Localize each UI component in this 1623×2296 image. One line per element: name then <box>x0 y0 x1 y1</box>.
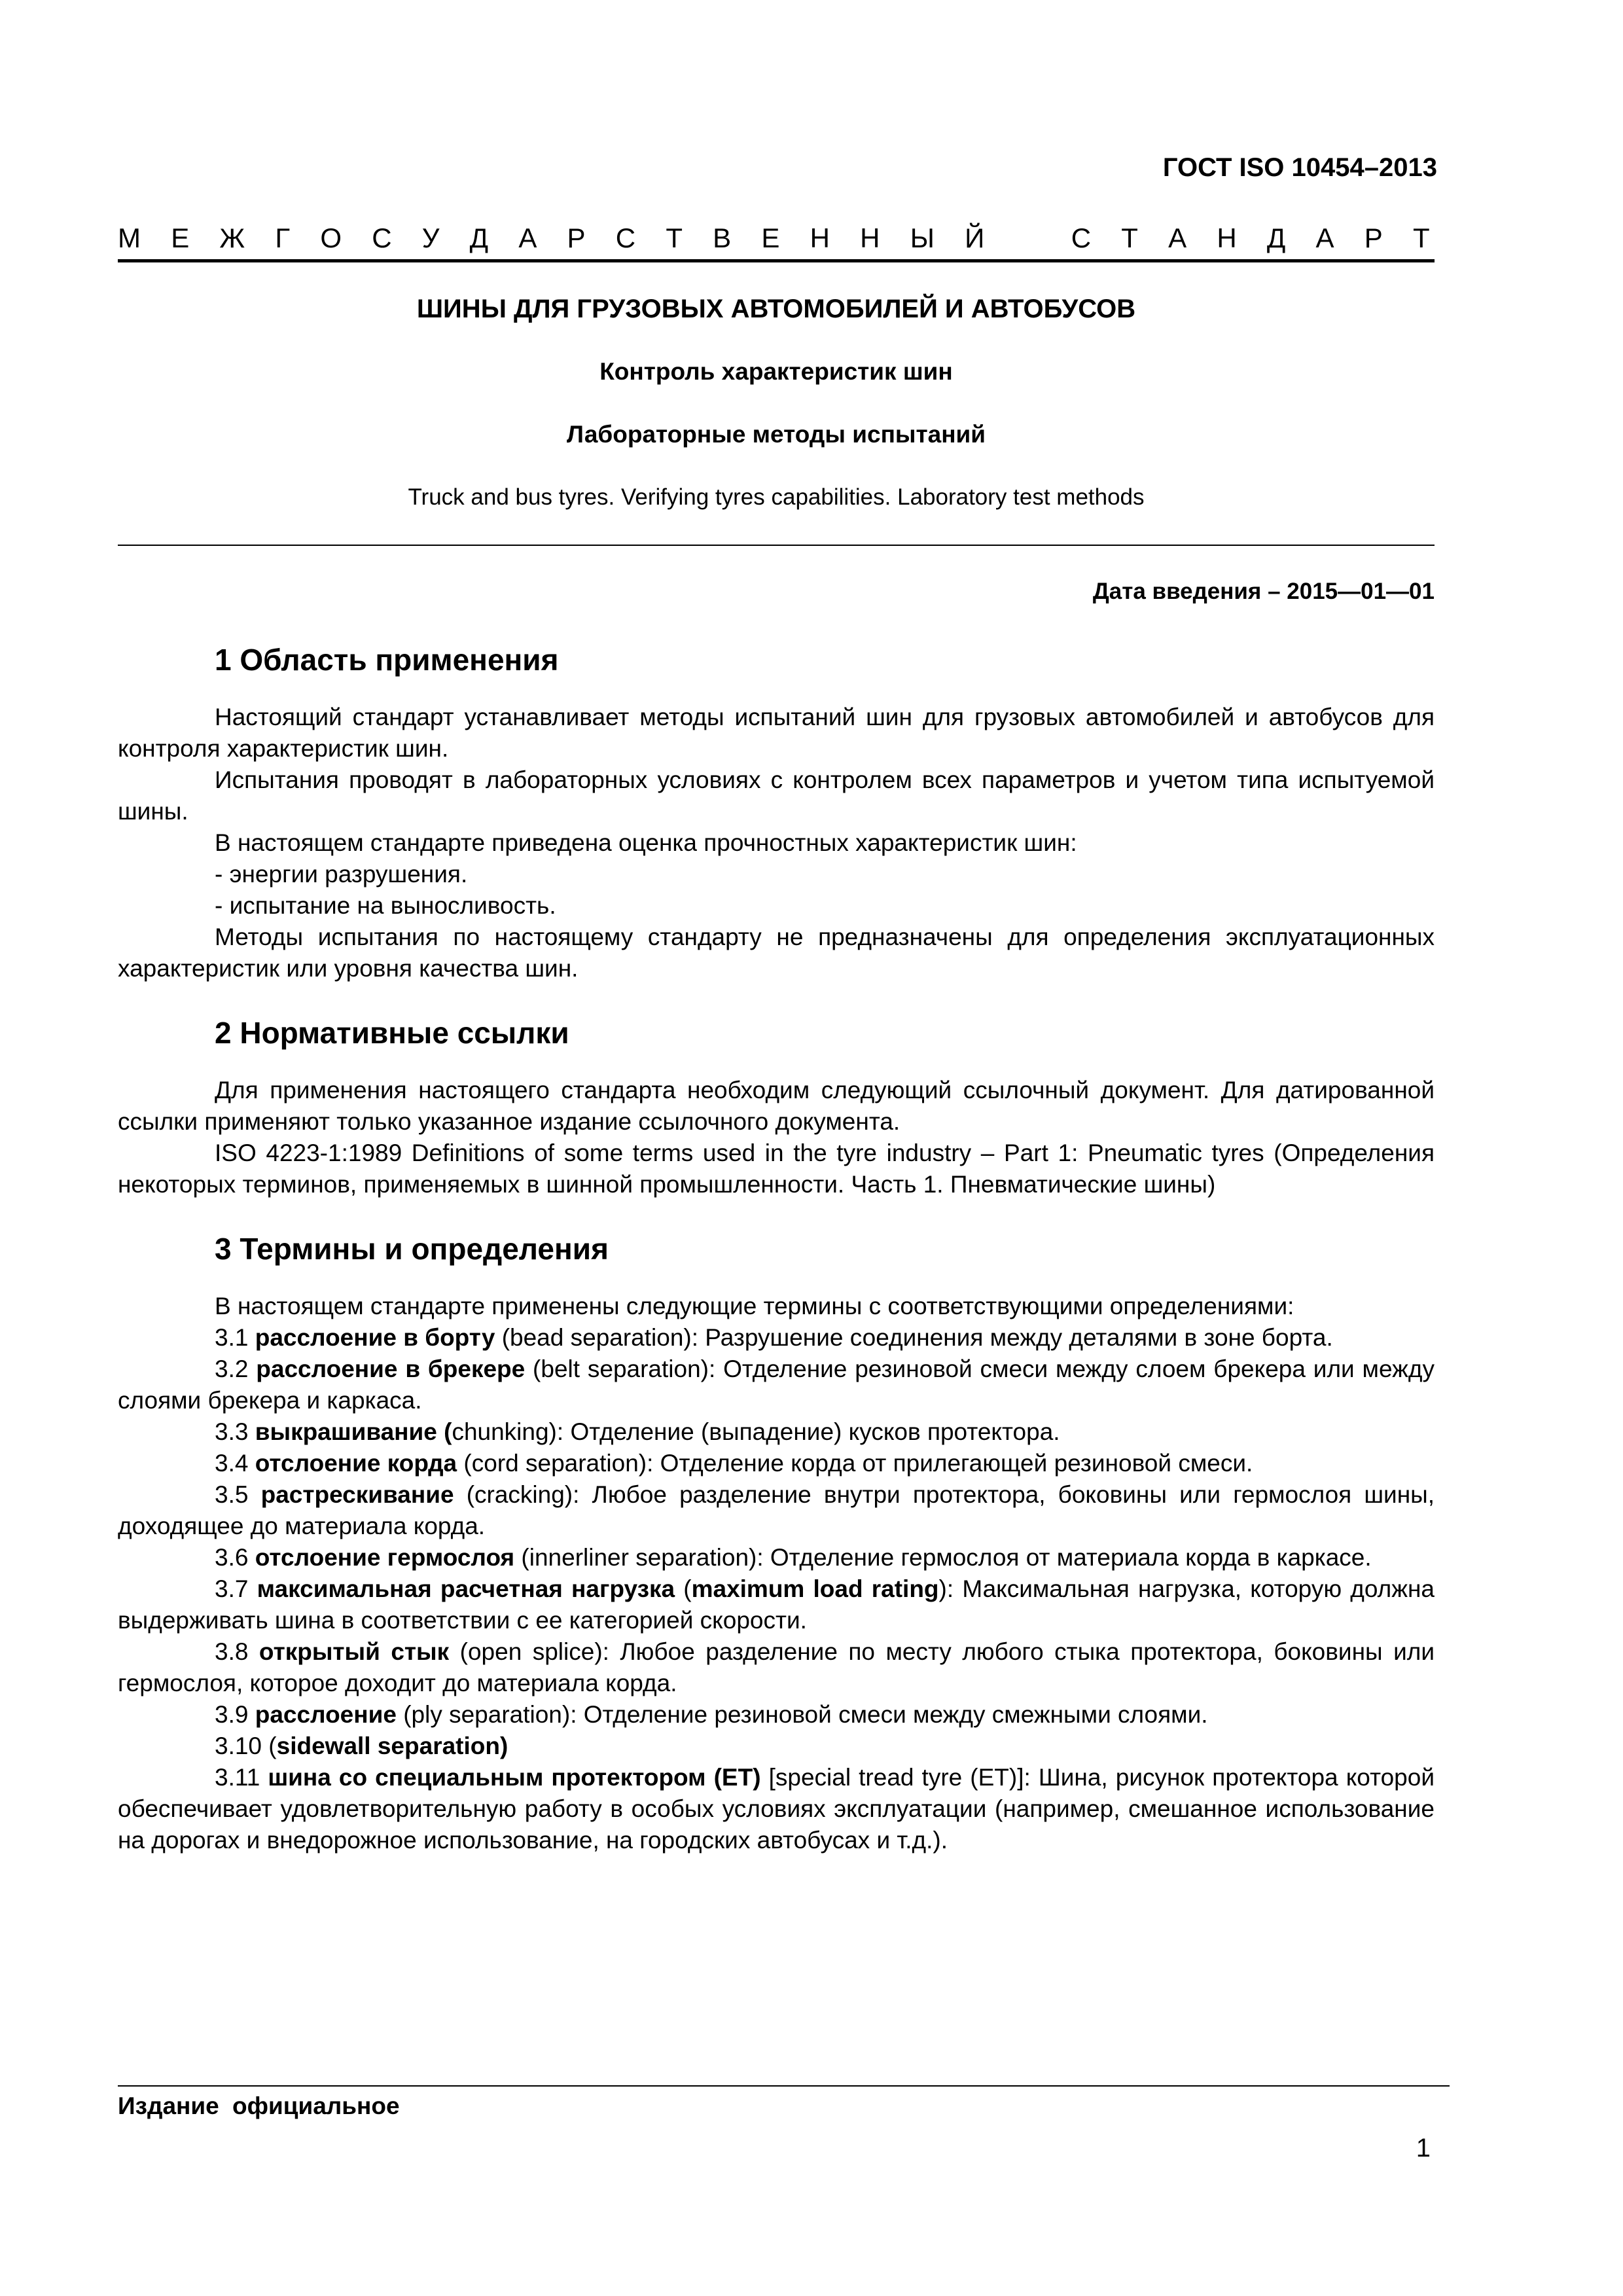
term-text: (innerliner separation): Отделение гермослоя от материала корда в каркасе. <box>514 1544 1372 1571</box>
section-2-paragraph: ISO 4223-1:1989 Definitions of some terms used in the tyre industry – Part 1: Pneumatic tyres (Определения некоторых терминов, применяемых в шинной промышленности. Часть 1. Пневматические шины) <box>118 1139 1435 1198</box>
term-definition <box>118 1573 1435 1636</box>
banner-letter: Д <box>469 223 489 253</box>
term-name: расслоение в борту <box>255 1324 495 1351</box>
term-definition <box>118 1448 1435 1479</box>
term-text: 3.4 <box>215 1450 255 1477</box>
term-name: расслоение в брекере <box>256 1355 526 1382</box>
term-definition <box>118 1354 1435 1416</box>
banner-letter: О <box>320 223 342 253</box>
term-name: шина со специальным протектором (ET) <box>268 1764 761 1791</box>
section-1-list-item: - испытание на выносливость. <box>215 892 556 919</box>
banner-letter: С <box>1071 223 1092 253</box>
banner-letter: Ж <box>219 223 245 253</box>
term-name: растрескивание <box>260 1481 454 1508</box>
banner-letter: У <box>421 223 440 253</box>
term-name: sidewall separation) <box>276 1732 508 1759</box>
term-definition <box>118 1416 1435 1448</box>
term-definition <box>118 1322 1435 1354</box>
term-text: 3.10 ( <box>215 1732 277 1759</box>
term-text: 3.8 <box>215 1638 259 1665</box>
term-text: 3.6 <box>215 1544 255 1571</box>
term-definition <box>118 1636 1435 1699</box>
section-1-list-item: - энергии разрушения. <box>215 861 468 888</box>
term-text: 3.5 <box>215 1481 261 1508</box>
term-text: (cracking): Любое разделение внутри протектора, боковины или гермослоя шины, доходящее до материала корда. <box>118 1481 1435 1539</box>
term-text: (cord separation): Отделение корда от прилегающей резиновой смеси. <box>457 1450 1253 1477</box>
term-text: chunking): Отделение (выпадение) кусков протектора. <box>452 1418 1060 1445</box>
term-name: расслоение <box>255 1701 397 1728</box>
term-definition <box>118 1762 1435 1856</box>
term-definition <box>118 1542 1435 1573</box>
banner-letter: А <box>1168 223 1187 253</box>
title-rule <box>118 545 1435 546</box>
section-1-paragraph: Методы испытания по настоящему стандарту не предназначены для определения эксплуатационных характеристик или уровня качества шин. <box>118 924 1435 982</box>
section-1-paragraph: Настоящий стандарт устанавливает методы испытаний шин для грузовых автомобилей и автобусов для контроля характеристик шин. <box>118 704 1435 762</box>
term-name: открытый стык <box>259 1638 450 1665</box>
banner-letter: Р <box>1364 223 1383 253</box>
interstate-standard-banner <box>118 223 1430 254</box>
term-text: (belt separation): Отделение резиновой смеси между слоем брекера или между слоями брекера и каркаса. <box>118 1355 1435 1414</box>
header-rule <box>118 259 1435 262</box>
section-1-paragraph: В настоящем стандарте приведена оценка прочностных характеристик шин: <box>215 829 1077 856</box>
term-text: 3.11 <box>215 1764 268 1791</box>
term-text: 3.3 <box>215 1418 255 1445</box>
section-1-heading: 1 Область применения <box>215 643 559 677</box>
banner-letter: Н <box>860 223 880 253</box>
banner-letter: Т <box>1121 223 1138 253</box>
banner-letter: Г <box>275 223 291 253</box>
term-name: максимальная расчетная нагрузка <box>257 1575 675 1602</box>
term-name: maximum load rating <box>691 1575 939 1602</box>
section-2-paragraph: Для применения настоящего стандарта необходим следующий ссылочный документ. Для датированной ссылки применяют только указанное издание ссылочного документа. <box>118 1077 1435 1135</box>
banner-letter: А <box>518 223 537 253</box>
document-title: ШИНЫ ДЛЯ ГРУЗОВЫХ АВТОМОБИЛЕЙ И АВТОБУСОВ <box>416 295 1136 323</box>
term-text: (open splice): Любое разделение по месту любого стыка протектора, боковины или гермослоя, которое доходит до материала корда. <box>118 1638 1435 1696</box>
section-1-paragraph: Испытания проводят в лабораторных условиях с контролем всех параметров и учетом типа испытуемой шины. <box>118 766 1435 825</box>
term-text: 3.2 <box>215 1355 257 1382</box>
standard-number: ГОСТ ISO 10454–2013 <box>1162 153 1437 182</box>
term-text: ): Максимальная нагрузка, которую должна выдерживать шина в соответствии с ее категорией скорости. <box>118 1575 1435 1634</box>
term-text: 3.9 <box>215 1701 255 1728</box>
term-definition <box>118 1699 1435 1731</box>
banner-letter: Н <box>810 223 830 253</box>
document-body <box>118 628 1435 1856</box>
term-name: выкрашивание ( <box>255 1418 452 1445</box>
term-definition <box>118 1731 1435 1762</box>
term-text: 3.1 <box>215 1324 255 1351</box>
term-text: (bead separation): Разрушение соединения между деталями в зоне борта. <box>495 1324 1333 1351</box>
banner-letter: А <box>1315 223 1334 253</box>
document-subtitle-1: Контроль характеристик шин <box>599 358 953 385</box>
banner-letter: Р <box>567 223 586 253</box>
term-text: [special tread tyre (ET)]: Шина, рисунок протектора которой обеспечивает удовлетворительную работу в особых условиях эксплуатации (например, смешанное использование на дорогах и внедорожное использование, на городских автобусах и т.д.). <box>118 1764 1435 1854</box>
term-name: отслоение корда <box>255 1450 457 1477</box>
term-text: 3.7 <box>215 1575 257 1602</box>
term-text: ( <box>675 1575 692 1602</box>
banner-letter: Е <box>171 223 190 253</box>
banner-letter: С <box>615 223 636 253</box>
english-title: Truck and bus tyres. Verifying tyres capabilities. Laboratory test methods <box>408 484 1145 510</box>
footer-rule <box>118 2085 1450 2087</box>
banner-letter: Й <box>965 223 985 253</box>
banner-letter: Н <box>1217 223 1237 253</box>
banner-letter: Т <box>1412 223 1430 253</box>
banner-letter: В <box>713 223 732 253</box>
banner-letter: Ы <box>910 223 935 253</box>
term-name: отслоение гермослоя <box>255 1544 515 1571</box>
banner-letter: М <box>118 223 141 253</box>
document-subtitle-2: Лабораторные методы испытаний <box>566 421 986 448</box>
section-2-heading: 2 Нормативные ссылки <box>215 1016 569 1050</box>
term-definition <box>118 1479 1435 1542</box>
banner-letter: Е <box>761 223 780 253</box>
section-3-heading: 3 Термины и определения <box>215 1232 609 1266</box>
section-3-paragraph: В настоящем стандарте применены следующие термины с соответствующими определениями: <box>215 1293 1294 1319</box>
term-text: (ply separation): Отделение резиновой смеси между смежными слоями. <box>396 1701 1208 1728</box>
terms-list <box>118 1322 1435 1856</box>
banner-letter: Т <box>666 223 683 253</box>
introduction-date: Дата введения – 2015—01—01 <box>1092 579 1435 604</box>
banner-letter: Д <box>1266 223 1286 253</box>
edition-label: Издание официальное <box>118 2092 400 2119</box>
page-number: 1 <box>1416 2134 1431 2162</box>
banner-letter: С <box>372 223 392 253</box>
